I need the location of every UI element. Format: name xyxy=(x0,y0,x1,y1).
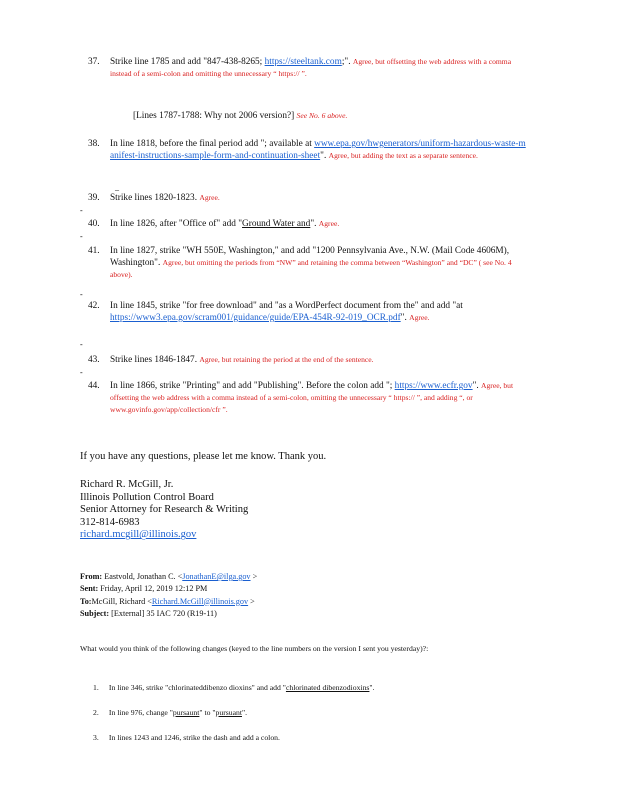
to-value: McGill, Richard < xyxy=(91,596,152,606)
item-number: 38. xyxy=(88,139,100,149)
item-text: In line 1845, strike "for free download" and "as a WordPerfect document from the" and add "at xyxy=(110,301,463,311)
email-header xyxy=(80,571,257,620)
signature-org: Illinois Pollution Control Board xyxy=(80,491,214,503)
item-link[interactable]: https://www.ecfr.gov xyxy=(394,381,473,391)
closing-line: If you have any questions, please let me know. Thank you. xyxy=(80,451,327,462)
from-row xyxy=(80,571,257,583)
reviewer-comment: Agree. xyxy=(199,193,220,202)
item-link[interactable]: www.epa.gov/hwgenerators/uniform-hazardous-waste-manifest-instructions-sample-form-and-continuation-sheet xyxy=(110,139,526,161)
change-text-end: ". xyxy=(369,683,375,692)
to-label: To: xyxy=(80,596,92,606)
change-text: In line 346, strike "chlorinateddibenzo dioxins" and add " xyxy=(108,683,286,692)
to-end: > xyxy=(250,596,255,606)
change-number: 3. xyxy=(93,733,99,742)
item-text: In line 1827, strike "WH 550E, Washington," and add "1200 Pennsylvania Ave., N.W. (Mail Code 4606M), Washington". xyxy=(110,246,510,268)
item-text: Strike lines 1846-1847. xyxy=(110,355,198,365)
change-item-2 xyxy=(93,708,513,717)
note-text: [Lines 1787-1788: Why not 2006 version?] xyxy=(133,111,295,121)
item-link[interactable]: https://steeltank.com xyxy=(264,57,342,67)
subject-label: Subject: xyxy=(80,608,110,618)
change-underlined: pursaunt xyxy=(172,708,200,717)
item-number: 43. xyxy=(88,355,100,365)
item-number: 39. xyxy=(88,193,100,203)
subject-value: [External] 35 IAC 720 (R19-11) xyxy=(111,608,217,618)
item-body xyxy=(110,56,528,80)
item-body xyxy=(110,300,528,324)
item-body xyxy=(110,218,528,230)
item-body xyxy=(110,192,528,204)
reviewer-comment: Agree, but offsetting the web address with a comma instead of a semi-colon, omitting the unnecessary “ https:// ”, and adding “, or www.govinfo.gov/app/collection/cfr ”. xyxy=(110,381,514,414)
reviewer-comment: Agree, but adding the text as a separate sentence. xyxy=(328,151,478,160)
reviewer-comment: Agree, but omitting the periods from “NW” and retaining the comma between “Washington” and “DC” ( see No. 4 above). xyxy=(110,258,512,279)
divider-mark: _ xyxy=(115,183,119,192)
change-underlined: chlorinated dibenzodioxins xyxy=(285,683,370,692)
reviewer-comment: Agree. xyxy=(318,219,340,228)
item-text-end: ;". xyxy=(341,57,351,67)
reviewer-comment: See No. 6 above. xyxy=(296,111,348,120)
subject-row xyxy=(80,608,257,620)
item-link[interactable]: https://www3.epa.gov/scram001/guidance/guide/EPA-454R-92-019_OCR.pdf xyxy=(110,313,401,323)
message-body: What would you think of the following changes (keyed to the line numbers on the version I sent you yesterday)?: xyxy=(80,644,429,653)
item-number: 41. xyxy=(88,246,100,256)
reviewer-comment: Agree, but retaining the period at the end of the sentence. xyxy=(199,355,374,364)
change-number: 2. xyxy=(93,708,99,717)
item-number: 42. xyxy=(88,301,100,311)
signature-title: Senior Attorney for Research & Writing xyxy=(80,504,249,516)
sent-value: Friday, April 12, 2019 12:12 PM xyxy=(100,584,208,594)
divider-mark: - xyxy=(80,290,83,299)
item-body xyxy=(110,138,528,162)
reviewer-comment: Agree. xyxy=(409,313,430,322)
change-text: In line 976, change " xyxy=(108,708,173,717)
change-text-mid: " to " xyxy=(199,708,216,717)
from-label: From: xyxy=(80,572,103,581)
from-end: > xyxy=(252,572,258,581)
sent-label: Sent: xyxy=(80,584,99,594)
item-text: Strike line 1785 and add "847-438-8265; xyxy=(110,57,265,67)
from-value: Eastvold, Jonathan C. < xyxy=(104,572,183,581)
from-email[interactable]: JonathanE@ilga.gov xyxy=(182,572,251,581)
signature-email[interactable]: richard.mcgill@illinois.gov xyxy=(80,529,197,541)
signature-phone: 312-814-6983 xyxy=(80,516,140,528)
item-underlined-text: Ground Water and xyxy=(242,219,311,229)
bracket-note xyxy=(133,110,513,122)
change-text-end: ". xyxy=(241,708,248,717)
item-text: In line 1826, after "Office of" add " xyxy=(110,219,243,229)
change-text: In lines 1243 and 1246, strike the dash and add a colon. xyxy=(108,733,280,742)
item-text-end: ". xyxy=(400,313,407,323)
item-text-end: ". xyxy=(472,381,479,391)
item-text: Strike lines 1820-1823. xyxy=(110,193,198,203)
divider-mark: - xyxy=(80,368,83,377)
signature-name: Richard R. McGill, Jr. xyxy=(80,479,174,490)
to-email[interactable]: Richard.McGill@illinois.gov xyxy=(151,596,249,606)
item-body xyxy=(110,354,528,366)
divider-mark: - xyxy=(80,206,83,215)
item-text: In line 1818, before the final period add "; available at xyxy=(110,139,312,149)
item-number: 37. xyxy=(88,57,100,67)
to-row xyxy=(80,596,257,608)
divider-mark: - xyxy=(80,232,83,241)
item-number: 44. xyxy=(88,381,100,391)
item-body xyxy=(110,245,528,281)
item-text: In line 1866, strike "Printing" and add "Publishing". Before the colon add "; xyxy=(110,381,395,391)
item-text-end: ". xyxy=(310,219,317,229)
item-number: 40. xyxy=(88,219,100,229)
reviewer-comment: Agree, but offsetting the web address with a comma instead of a semi-colon and omitting the unnecessary “ https:// ”. xyxy=(110,57,512,78)
change-item-3 xyxy=(93,733,513,742)
signature-block xyxy=(80,479,248,542)
change-underlined-2: pursuant xyxy=(215,708,242,717)
item-body xyxy=(110,380,528,416)
change-item-1 xyxy=(93,683,513,692)
divider-mark: - xyxy=(80,340,83,349)
change-number: 1. xyxy=(93,683,99,692)
sent-row xyxy=(80,583,257,595)
item-text-end: ". xyxy=(320,151,327,161)
